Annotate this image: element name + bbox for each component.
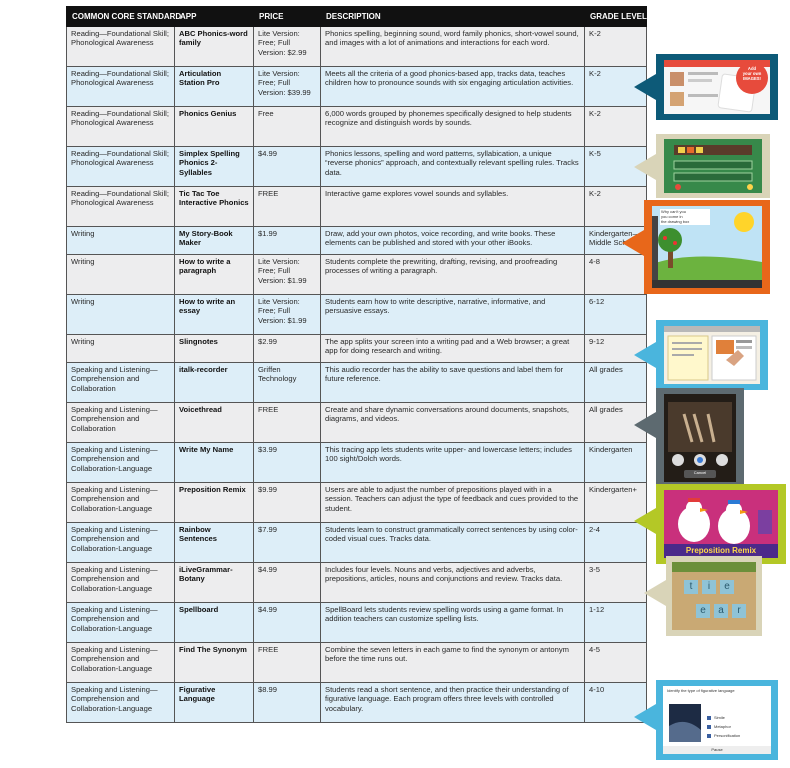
list-line: [688, 94, 718, 97]
voicethread-art: [664, 394, 736, 482]
duck-hat: [688, 498, 700, 502]
header-grade-level: GRADE LEVEL: [585, 7, 647, 27]
cell-grade: K-2: [585, 27, 647, 67]
cell-description: Meets all the criteria of a good phonics-based app, tracks data, teaches children how to pronounce sounds with six engaging articulation activities.: [321, 67, 585, 107]
apps-table: [66, 6, 647, 723]
option-simile: Simile: [714, 715, 725, 720]
cell-standard: Reading—Foundational Skill; Phonological Awareness: [67, 147, 175, 187]
screenshot-spellboard: [672, 562, 756, 630]
screenshot-voicethread: [664, 394, 736, 482]
cell-price: $1.99: [254, 227, 321, 255]
table-row: [67, 295, 647, 335]
cell-app: Preposition Remix: [175, 483, 254, 523]
cell-app: Simplex Spelling Phonics 2-Syllables: [175, 147, 254, 187]
table-row: [67, 227, 647, 255]
callout-pointer: [644, 580, 666, 606]
table-row: [67, 443, 647, 483]
cell-description: Phonics spelling, beginning sound, word family phonics, short-vowel sound, and images with a lot of animations and interactions for each word.: [321, 27, 585, 67]
letter-tile: [696, 147, 703, 153]
note-line: [672, 348, 702, 350]
cell-grade: K-2: [585, 107, 647, 147]
cell-price: Lite Version: Free; Full Version: $1.99: [254, 255, 321, 295]
cell-app: Spellboard: [175, 603, 254, 643]
cell-price: Free: [254, 107, 321, 147]
screenshot-story-book-maker: [652, 206, 762, 288]
cell-standard: Writing: [67, 295, 175, 335]
cell-description: Students complete the prewriting, drafting, revising, and proofreading processes of writing a paragraph.: [321, 255, 585, 295]
duck-head: [726, 502, 742, 518]
cell-standard: Speaking and Listening—Comprehension and Collaboration: [67, 363, 175, 403]
tile-letter: e: [700, 605, 706, 616]
cell-standard: Speaking and Listening—Comprehension and Collaboration: [67, 403, 175, 443]
cell-price: $2.99: [254, 335, 321, 363]
list-line: [688, 72, 718, 75]
callout-slingnotes: [634, 320, 768, 390]
table-row: [67, 643, 647, 683]
table-row: [67, 255, 647, 295]
cell-price: FREE: [254, 403, 321, 443]
cell-description: Students read a short sentence, and then practice their understanding of figurative language. Each program offers three levels with controlled vocabulary.: [321, 683, 585, 723]
cell-description: Includes four levels. Nouns and verbs, adjectives and adverbs, prepositions, articles, nouns and conjunctions and review. Tracks data.: [321, 563, 585, 603]
cell-standard: Speaking and Listening—Comprehension and Collaboration-Language: [67, 443, 175, 483]
photo-thumb: [670, 72, 684, 86]
web-image: [716, 340, 734, 354]
cancel-label: Cancel: [693, 470, 707, 475]
cell-grade: All grades: [585, 403, 647, 443]
screenshot-preposition-remix: [664, 490, 778, 558]
list-line: [688, 79, 712, 82]
cell-description: SpellBoard lets students review spelling words using a game format. In addition teachers can customize spelling lists.: [321, 603, 585, 643]
wood-bg: [672, 562, 756, 630]
table-row: [67, 563, 647, 603]
cell-standard: Writing: [67, 227, 175, 255]
caption-line-2: you come in: [661, 213, 683, 219]
cell-description: Phonics lessons, spelling and word patterns, syllabication, a unique “reverse phonics” approach, and contextually relevant spelling rules. Tracks data.: [321, 147, 585, 187]
badge-line-1: Add: [747, 66, 757, 71]
cell-description: Interactive game explores vowel sounds and syllables.: [321, 187, 585, 227]
header-price: PRICE: [254, 7, 321, 27]
green-strip: [672, 562, 756, 572]
tile-letter: i: [707, 581, 711, 592]
cell-grade: 3-5: [585, 563, 647, 603]
callout-story-book-maker: [622, 200, 770, 294]
cell-grade: 9-12: [585, 335, 647, 363]
pause-button[interactable]: Pause: [711, 747, 723, 752]
table-row: [67, 603, 647, 643]
header-row: [67, 7, 647, 27]
caption-line-3: the drawing box: [661, 218, 690, 224]
cell-app: How to write a paragraph: [175, 255, 254, 295]
cell-price: $9.99: [254, 483, 321, 523]
cell-standard: Reading—Foundational Skill; Phonological Awareness: [67, 107, 175, 147]
callout-pointer: [634, 508, 656, 534]
table-row: [67, 187, 647, 227]
callout-simplex-spelling: [634, 134, 770, 198]
cell-price: Lite Version: Free; Full Version: $2.99: [254, 27, 321, 67]
cell-app: ABC Phonics-word family: [175, 27, 254, 67]
cell-description: The app splits your screen into a writing pad and a Web browser; a great app for doing research and writing.: [321, 335, 585, 363]
callout-pointer: [622, 230, 644, 256]
tree-top: [658, 228, 682, 252]
badge-text: [739, 66, 765, 81]
screenshot-articulation-station: [664, 60, 770, 114]
apple: [663, 236, 667, 240]
cell-app: Rainbow Sentences: [175, 523, 254, 563]
cell-description: Users are able to adjust the number of prepositions played with in a session. Teachers can adjust the type of feedback and cues provided to the student.: [321, 483, 585, 523]
spellboard-art: [672, 562, 756, 630]
cell-app: Slingnotes: [175, 335, 254, 363]
toolbar: [652, 280, 762, 288]
sun: [734, 212, 754, 232]
cell-price: Griffen Technology: [254, 363, 321, 403]
browser-bar: [664, 326, 760, 332]
web-line: [736, 346, 752, 349]
tile-letter: a: [718, 605, 724, 616]
cell-grade: 6-12: [585, 295, 647, 335]
side-panel: [758, 510, 772, 534]
table-row: [67, 363, 647, 403]
cell-description: This tracing app lets students write upper- and lowercase letters; includes 100 sight/Dolch words.: [321, 443, 585, 483]
cell-grade: K-2: [585, 187, 647, 227]
side-toolbar: [652, 216, 658, 280]
cell-standard: Speaking and Listening—Comprehension and Collaboration-Language: [67, 523, 175, 563]
callout-spellboard: [644, 556, 762, 636]
cell-price: $3.99: [254, 443, 321, 483]
table-row: [67, 107, 647, 147]
table-row: [67, 67, 647, 107]
cell-standard: Writing: [67, 255, 175, 295]
cell-app: Phonics Genius: [175, 107, 254, 147]
header-standard: COMMON CORE STANDARD: [67, 7, 175, 27]
table-row: [67, 683, 647, 723]
callout-pointer: [634, 74, 656, 100]
web-line: [736, 340, 752, 343]
camera-button: [716, 454, 728, 466]
cell-price: FREE: [254, 187, 321, 227]
cell-grade: All grades: [585, 363, 647, 403]
yellow-dot: [747, 184, 753, 190]
cell-grade: Kindergarten+: [585, 483, 647, 523]
badge-line-3: IMAGES!: [743, 76, 761, 82]
cell-description: 6,000 words grouped by phonemes specifically designed to help students recognize and distinguish words by sounds.: [321, 107, 585, 147]
duck-hat: [728, 500, 740, 504]
table-row: [67, 27, 647, 67]
cell-grade: Kindergarten: [585, 443, 647, 483]
cell-app: My Story-Book Maker: [175, 227, 254, 255]
callout-pointer: [634, 412, 656, 438]
mic-button: [672, 454, 684, 466]
cell-description: Students learn to construct grammatically correct sentences by using color-coded visual cues. Tracks data.: [321, 523, 585, 563]
cell-standard: Speaking and Listening—Comprehension and Collaboration-Language: [67, 483, 175, 523]
cell-app: Figurative Language: [175, 683, 254, 723]
cell-grade: K-2: [585, 67, 647, 107]
cell-standard: Speaking and Listening—Comprehension and Collaboration-Language: [67, 603, 175, 643]
note-line: [672, 342, 702, 344]
callout-pointer: [634, 154, 656, 180]
cell-grade: 1-12: [585, 603, 647, 643]
callout-pointer: [634, 342, 656, 368]
cell-grade: 4-8: [585, 255, 647, 295]
red-dot: [675, 184, 681, 190]
answer-row: [674, 161, 752, 169]
header-description: DESCRIPTION: [321, 7, 585, 27]
cell-grade: 4-10: [585, 683, 647, 723]
cell-standard: Reading—Foundational Skill; Phonological Awareness: [67, 27, 175, 67]
cell-standard: Reading—Foundational Skill; Phonological Awareness: [67, 187, 175, 227]
callout-articulation-station: [634, 54, 778, 120]
table-row: [67, 335, 647, 363]
cell-app: italk-recorder: [175, 363, 254, 403]
cell-app: Articulation Station Pro: [175, 67, 254, 107]
simplex-art: [664, 139, 762, 193]
photo-thumb: [670, 92, 684, 106]
radio-option: [707, 725, 711, 729]
cell-grade: K-5: [585, 147, 647, 187]
cell-description: Create and share dynamic conversations around documents, snapshots, diagrams, and videos.: [321, 403, 585, 443]
record-dot: [697, 457, 703, 463]
cell-app: Write My Name: [175, 443, 254, 483]
cell-price: Lite Version: Free; Full Version: $39.99: [254, 67, 321, 107]
cell-app: How to write an essay: [175, 295, 254, 335]
preposition-title: Preposition Remix: [685, 546, 757, 555]
cell-description: Draw, add your own photos, voice recording, and write books. These elements can be published and stored with your other iBooks.: [321, 227, 585, 255]
header-app: APP: [175, 7, 254, 27]
table-row: [67, 523, 647, 563]
cell-app: iLiveGrammar-Botany: [175, 563, 254, 603]
callout-voicethread: [634, 388, 744, 488]
cell-app: Find The Synonym: [175, 643, 254, 683]
cell-price: Lite Version: Free; Full Version: $1.99: [254, 295, 321, 335]
cell-app: Voicethread: [175, 403, 254, 443]
cell-standard: Speaking and Listening—Comprehension and Collaboration-Language: [67, 643, 175, 683]
cell-description: Combine the seven letters in each game to find the synonym or antonym before the time runs out.: [321, 643, 585, 683]
cell-price: $4.99: [254, 147, 321, 187]
letter-tile: [678, 147, 685, 153]
cell-price: $8.99: [254, 683, 321, 723]
tile-letter: e: [724, 581, 730, 592]
letter-tile: [687, 147, 694, 153]
cell-description: This audio recorder has the ability to save questions and label them for future reference.: [321, 363, 585, 403]
badge-line-2: your own: [742, 71, 762, 77]
screenshot-simplex-spelling: [664, 139, 762, 193]
cell-price: FREE: [254, 643, 321, 683]
answer-row: [674, 173, 752, 181]
slingnotes-art: [664, 326, 760, 384]
table-row: [67, 403, 647, 443]
screenshot-slingnotes: [664, 326, 760, 384]
caption-line-1: Why can't you: [661, 209, 686, 214]
cell-price: $4.99: [254, 563, 321, 603]
cell-standard: Speaking and Listening—Comprehension and Collaboration-Language: [67, 683, 175, 723]
video-frame: [668, 402, 732, 452]
cell-grade: 2-4: [585, 523, 647, 563]
cell-standard: Writing: [67, 335, 175, 363]
duck-head: [686, 500, 702, 516]
letter-bar: [674, 145, 752, 155]
callout-preposition-remix: [634, 484, 786, 564]
option-personification: Personification: [714, 733, 741, 738]
apple: [673, 241, 677, 245]
note-line: [672, 354, 694, 356]
cell-price: $7.99: [254, 523, 321, 563]
story-caption: [660, 209, 710, 225]
callout-pointer: [634, 704, 656, 730]
cell-standard: Reading—Foundational Skill; Phonological Awareness: [67, 67, 175, 107]
cell-grade: 4-5: [585, 643, 647, 683]
table-row: [67, 147, 647, 187]
radio-option: [707, 734, 711, 738]
cell-price: $4.99: [254, 603, 321, 643]
tile-letter: r: [737, 605, 741, 616]
figurative-title: Identify the type of figurative language: [667, 688, 735, 693]
cell-description: Students earn how to write descriptive, narrative, informative, and persuasive essays.: [321, 295, 585, 335]
cell-standard: Speaking and Listening—Comprehension and Collaboration-Language: [67, 563, 175, 603]
option-metaphor: Metaphor: [714, 724, 731, 729]
table-row: [67, 483, 647, 523]
cell-app: Tic Tac Toe Interactive Phonics: [175, 187, 254, 227]
tile-letter: t: [689, 581, 693, 592]
radio-option: [707, 716, 711, 720]
cell-grade: Kindergarten– Middle School: [585, 227, 647, 255]
callout-figurative-language: [634, 680, 778, 760]
screenshot-figurative-language: [663, 686, 771, 754]
